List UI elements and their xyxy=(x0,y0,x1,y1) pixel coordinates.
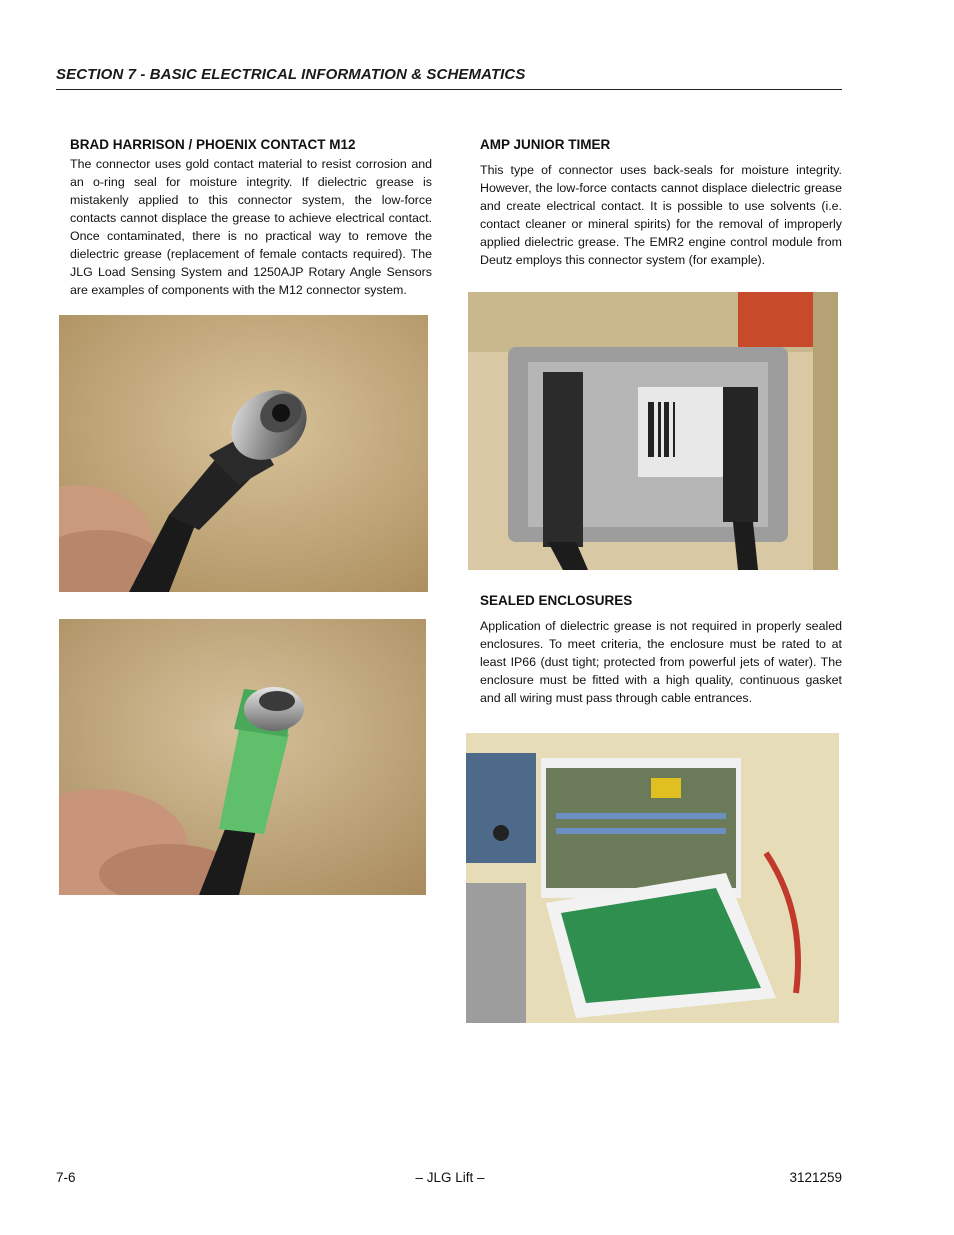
emr2-module-photo xyxy=(468,292,838,570)
amp-heading: AMP JUNIOR TIMER xyxy=(480,137,611,152)
m12-black-connector-photo xyxy=(59,315,428,592)
footer-center: – JLG Lift – xyxy=(415,1170,485,1185)
sealed-heading: SEALED ENCLOSURES xyxy=(480,593,633,608)
page-number: 7-6 xyxy=(56,1170,76,1185)
m12-heading: BRAD HARRISON / PHOENIX CONTACT M12 xyxy=(70,137,356,152)
section-header: SECTION 7 - BASIC ELECTRICAL INFORMATION & SCHEMATICS xyxy=(56,66,842,90)
sealed-enclosure-photo xyxy=(466,733,839,1023)
sealed-body: Application of dielectric grease is not required in properly sealed enclosures. To meet criteria, the enclosure must be rated to at least IP66 (dust tight; protected from powerful jets of water). The enclosure must be fitted with a high quality, continuous gasket and all wiring must pass through cable entrances. xyxy=(480,619,842,705)
m12-body: The connector uses gold contact material to resist corrosion and an o-ring seal for moisture integrity. If dielectric grease is mistakenly applied to this connector system, the low-force contacts cannot displace the grease to achieve electrical contact. Once contaminated, there is no practical way to remove the dielectric grease (replacement of female contacts required). The JLG Load Sensing System and 1250AJP Rotary Angle Sensors are examples of components with the M12 connector system. xyxy=(70,157,432,297)
document-number: 3121259 xyxy=(789,1170,842,1185)
m12-green-connector-photo xyxy=(59,619,426,895)
amp-body: This type of connector uses back-seals for moisture integrity. However, the low-force contacts cannot displace dielectric grease and create electrical contact. It is possible to use solvents (i.e. contact cleaner or mineral spirits) for the removal of improperly applied dielectric grease. The EMR2 engine control module from Deutz employs this connector system (for example). xyxy=(480,163,842,267)
